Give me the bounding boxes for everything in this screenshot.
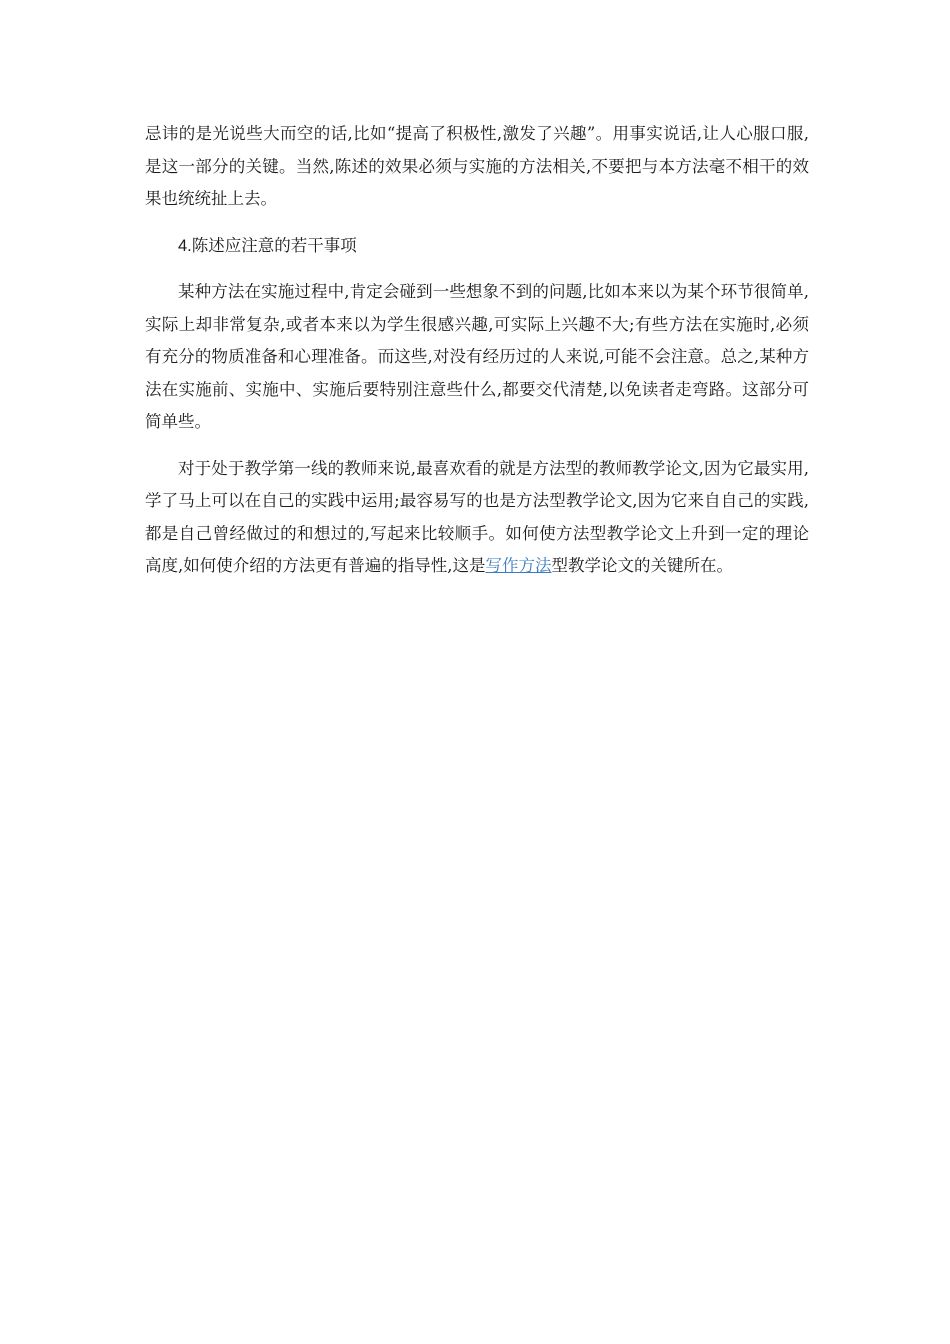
- conclusion-text-end: 型教学论文的关键所在。: [551, 556, 733, 575]
- conclusion-text-start: 对于处于教学第一线的教师来说,最喜欢看的就是方法型的教师教学论文,因为它最实用,学了马上可以在自己的实践中运用;最容易写的也是方法型教学论文,因为它来自自己的实践,都是自己曾经做过的和想过的,写起来比较顺手。如何使方法型教学论文上升到一定的理论高度,如何使介绍的方法更有普遍的指导性,这是: [145, 458, 809, 575]
- section-title: 陈述应注意的若干事项: [191, 235, 357, 255]
- document-body: [145, 118, 809, 597]
- paragraph-effects: 忌讳的是光说些大而空的话,比如“提高了积极性,激发了兴趣”。用事实说话,让人心服口服,是这一部分的关键。当然,陈述的效果必须与实施的方法相关,不要把与本方法毫不相干的效果也统统扯上去。: [145, 124, 809, 208]
- section-number: 4.: [178, 236, 192, 255]
- section-heading: [145, 230, 809, 263]
- writing-method-link[interactable]: 写作方法: [485, 556, 552, 575]
- paragraph-conclusion: [145, 453, 809, 583]
- paragraph-precautions: 某种方法在实施过程中,肯定会碰到一些想象不到的问题,比如本来以为某个环节很简单,实际上却非常复杂,或者本来以为学生很感兴趣,可实际上兴趣不大;有些方法在实施时,必须有充分的物质准备和心理准备。而这些,对没有经历过的人来说,可能不会注意。总之,某种方法在实施前、实施中、实施后要特别注意些什么,都要交代清楚,以免读者走弯路。这部分可简单些。: [145, 282, 809, 431]
